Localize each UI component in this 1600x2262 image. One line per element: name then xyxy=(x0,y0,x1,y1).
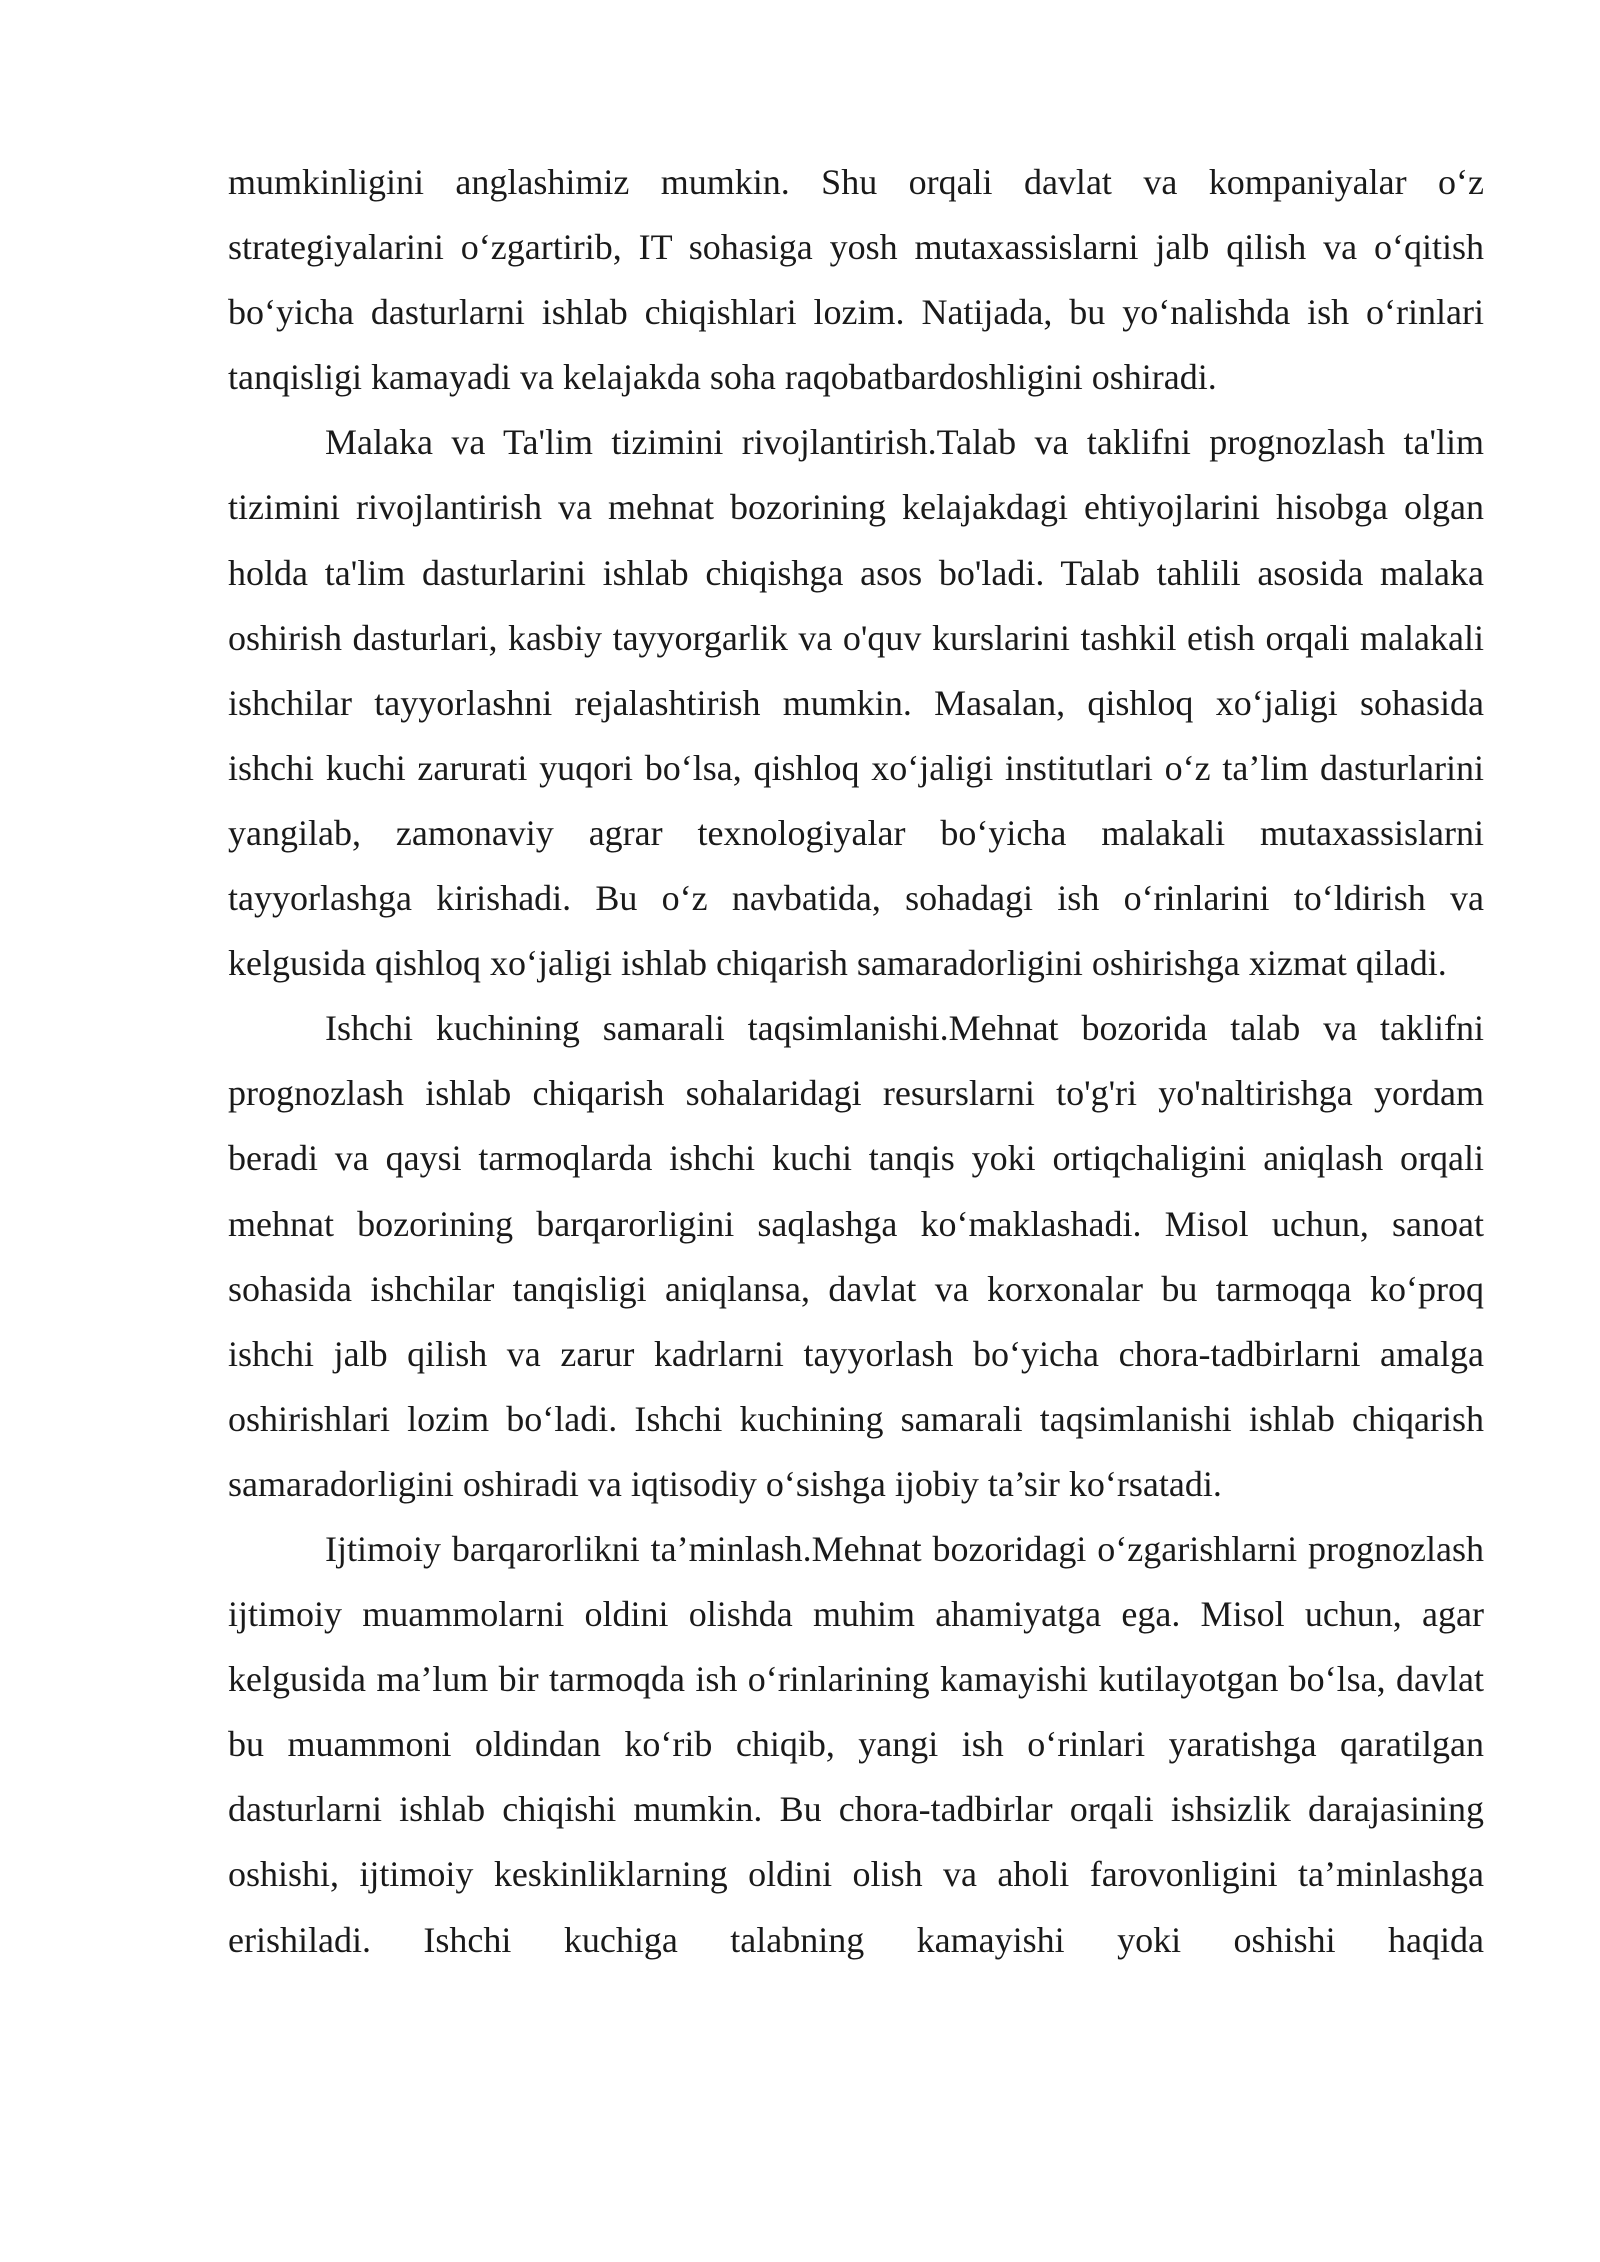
paragraph-social-stability: Ijtimoiy barqarorlikni ta’minlash.Mehnat bozoridagi o‘zgarishlarni prognozlash ijtimoiy muammolarni oldini olishda muhim ahamiyatga ega. Misol uchun, agar kelgusida ma’lum bir tarmoqda ish o‘rinlarining kamayishi kutilayotgan bo‘lsa, davlat bu muammoni oldindan ko‘rib chiqib, yangi ish o‘rinlari yaratishga qaratilgan dasturlarni ishlab chiqishi mumkin. Bu chora-tadbirlar orqali ishsizlik darajasining oshishi, ijtimoiy keskinliklarning oldini olish va aholi farovonligini ta’minlashga erishiladi. Ishchi kuchiga talabning kamayishi yoki oshishi haqida xyxy=(228,1528,1484,1960)
document-body xyxy=(228,150,1484,1973)
paragraph-labor-distribution: Ishchi kuchining samarali taqsimlanishi.Mehnat bozorida talab va taklifni prognozlash ishlab chiqarish sohalaridagi resurslarni to'g'ri yo'naltirishga yordam beradi va qaysi tarmoqlarda ishchi kuchi tanqis yoki ortiqchaligini aniqlash orqali mehnat bozorining barqarorligini saqlashga ko‘maklashadi. Misol uchun, sanoat sohasida ishchilar tanqisligi aniqlansa, davlat va korxonalar bu tarmoqqa ko‘proq ishchi jalb qilish va zarur kadrlarni tayyorlash bo‘yicha chora-tadbirlarni amalga oshirishlari lozim bo‘ladi. Ishchi kuchining samarali taqsimlanishi ishlab chiqarish samaradorligini oshiradi va iqtisodiy o‘sishga ijobiy ta’sir ko‘rsatadi. xyxy=(228,1008,1484,1504)
paragraph-continued: mumkinligini anglashimiz mumkin. Shu orqali davlat va kompaniyalar o‘z strategiyalarini o‘zgartirib, IT sohasiga yosh mutaxassislarni jalb qilish va o‘qitish bo‘yicha dasturlarni ishlab chiqishlari lozim. Natijada, bu yo‘nalishda ish o‘rinlari tanqisligi kamayadi va kelajakda soha raqobatbardoshligini oshiradi. xyxy=(228,162,1484,398)
paragraph-education-system: Malaka va Ta'lim tizimini rivojlantirish.Talab va taklifni prognozlash ta'lim tizimini rivojlantirish va mehnat bozorining kelajakdagi ehtiyojlarini hisobga olgan holda ta'lim dasturlarini ishlab chiqishga asos bo'ladi. Talab tahlili asosida malaka oshirish dasturlari, kasbiy tayyorgarlik va o'quv kurslarini tashkil etish orqali malakali ishchilar tayyorlashni rejalashtirish mumkin. Masalan, qishloq xo‘jaligi sohasida ishchi kuchi zarurati yuqori bo‘lsa, qishloq xo‘jaligi institutlari o‘z ta’lim dasturlarini yangilab, zamonaviy agrar texnologiyalar bo‘yicha malakali mutaxassislarni tayyorlashga kirishadi. Bu o‘z navbatida, sohadagi ish o‘rinlarini to‘ldirish va kelgusida qishloq xo‘jaligi ishlab chiqarish samaradorligini oshirishga xizmat qiladi. xyxy=(228,422,1484,984)
